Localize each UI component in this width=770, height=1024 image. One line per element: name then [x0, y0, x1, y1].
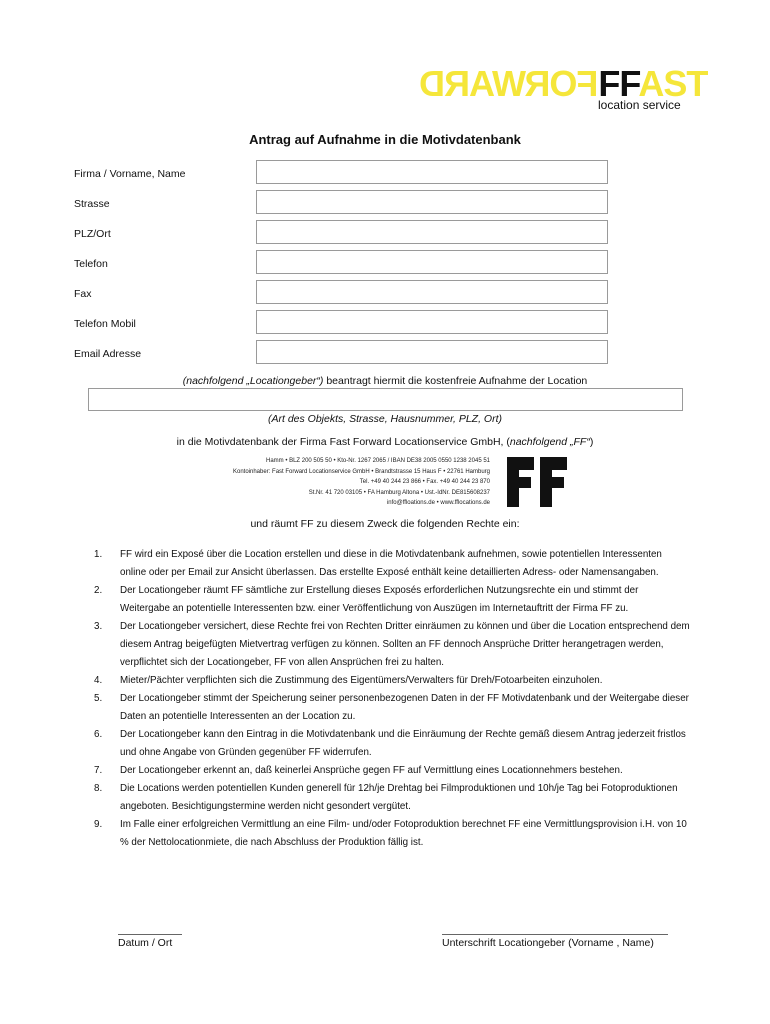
- date-signature-line[interactable]: [118, 934, 182, 935]
- database-line-end: ): [589, 436, 594, 448]
- logo-word-ff: FF: [598, 63, 639, 104]
- clause-text: Der Locationgeber erkennt an, daß keinerlei Ansprüche gegen FF auf Vermittlung eines Locationnehmers bestehen.: [120, 765, 623, 776]
- zip-city-input[interactable]: [256, 220, 608, 244]
- fax-input[interactable]: [256, 280, 608, 304]
- clause-item: [90, 726, 690, 762]
- clause-number: 7.: [94, 765, 103, 776]
- field-label-mobile: Telefon Mobil: [74, 318, 136, 330]
- location-hint: (Art des Objekts, Strasse, Hausnummer, PLZ, Ort): [268, 413, 502, 425]
- clause-number: 3.: [94, 621, 103, 632]
- clause-text: Der Locationgeber räumt FF sämtliche zur Erstellung dieses Exposés erforderlichen Nutzungsrechte ein und stimmt der Weitergabe an potentielle Interessenten bzw. einer Veröffentlichung von Auszügen im Internetauftritt der Firma FF zu.: [120, 585, 639, 614]
- clause-text: Die Locations werden potentiellen Kunden generell für 12h/je Drehtag bei Filmproduktionen und 10h/je Tag bei Fotoproduktionen angeboten. Besichtigungstermine werden nicht gesondert vergütet.: [120, 783, 678, 812]
- database-line: [0, 436, 770, 448]
- phone-input[interactable]: [256, 250, 608, 274]
- location-input[interactable]: [88, 388, 683, 411]
- street-input[interactable]: [256, 190, 608, 214]
- field-label-zip-city: PLZ/Ort: [74, 228, 111, 240]
- address-line: Hamm • BLZ 200 505 50 • Kto-Nr. 1267 2065 / IBAN DE38 2005 0550 1238 2045 51: [265, 458, 490, 464]
- logo-word-forward: FORWARD: [420, 63, 599, 104]
- company-address: [200, 456, 490, 509]
- logo-word-fast: AST: [638, 63, 708, 104]
- clause-item: [90, 762, 690, 780]
- email-input[interactable]: [256, 340, 608, 364]
- intro-locationgeber-note: (nachfolgend „Locationgeber“): [182, 375, 324, 387]
- clause-item: [90, 582, 690, 618]
- address-line: St.Nr. 41 720 03105 • FA Hamburg Altona • Ust.-IdNr. DE815608237: [308, 489, 490, 496]
- clause-number: 6.: [94, 729, 103, 740]
- clause-text: Im Falle einer erfolgreichen Vermittlung an eine Film- und/oder Fotoproduktion berechnet FF eine Vermittlungsprovision i.H. von 10 % der Nettolocationmiete, die nach Abschluss der Produktion fällig ist.: [120, 819, 687, 848]
- signature-line[interactable]: [442, 934, 668, 935]
- company-logo: [420, 63, 708, 112]
- field-label-email: Email Adresse: [74, 348, 142, 360]
- ff-logo-mark: [505, 457, 569, 507]
- signature-label: Unterschrift Locationgeber (Vorname , Name): [442, 937, 654, 949]
- clause-number: 4.: [94, 675, 103, 686]
- clause-text: Der Locationgeber versichert, diese Rechte frei von Rechten Dritter einräumen zu können und über die Location entsprechend dem diesem Antrag beigefügten Mietvertrag verfügen zu können. Sollten an FF dennoch Ansprüche Dritter herangetragen werden, verpflichtet sich der Locationgeber, FF von allen Ansprüchen frei zu halten.: [120, 621, 690, 668]
- clause-item: [90, 780, 690, 816]
- rights-intro: und räumt FF zu diesem Zweck die folgenden Rechte ein:: [250, 518, 520, 530]
- clause-number: 2.: [94, 585, 103, 596]
- field-label-name: Firma / Vorname, Name: [74, 168, 186, 180]
- logo-subtitle: location service: [598, 98, 681, 112]
- field-label-street: Strasse: [74, 198, 110, 210]
- mobile-input[interactable]: [256, 310, 608, 334]
- clause-text: FF wird ein Exposé über die Location erstellen und diese in die Motivdatenbank aufnehmen, sowie potentiellen Interessenten online oder per Email zur Ansicht überlassen. Das erstellte Exposé enthält keine detaillierten Adress- oder Namensangaben.: [120, 549, 662, 578]
- name-input[interactable]: [256, 160, 608, 184]
- page-title: Antrag auf Aufnahme in die Motivdatenbank: [249, 132, 521, 147]
- clause-item: [90, 690, 690, 726]
- address-line: info@ffloations.de • www.fflocations.de: [386, 500, 490, 506]
- field-label-fax: Fax: [74, 288, 92, 300]
- clause-item: [90, 546, 690, 582]
- clause-item: [90, 816, 690, 852]
- address-line: Kontoinhaber: Fast Forward Locationservice GmbH • Brandtstrasse 15 Haus F • 22761 Hamburg: [233, 468, 490, 475]
- address-line: Tel. +49 40 244 23 866 • Fax. +49 40 244 23 870: [359, 479, 490, 485]
- database-line-start: in die Motivdatenbank der Firma Fast Forward Locationservice GmbH, (: [176, 436, 510, 448]
- clause-number: 1.: [94, 549, 103, 560]
- intro-line-rest: beantragt hiermit die kostenfreie Aufnahme der Location: [323, 375, 588, 387]
- clause-number: 5.: [94, 693, 103, 704]
- clause-text: Mieter/Pächter verpflichten sich die Zustimmung des Eigentümers/Verwalters für Dreh/Fotoarbeiten einzuholen.: [120, 675, 603, 686]
- clause-text: Der Locationgeber stimmt der Speicherung seiner personenbezogenen Daten in der FF Motivdatenbank und der Weitergabe dieser Daten an potentielle Interessenten an der Location zu.: [120, 693, 689, 722]
- ff-note: nachfolgend „FF“: [509, 436, 590, 448]
- clause-item: [90, 672, 690, 690]
- clause-list: [90, 546, 690, 852]
- intro-line: [0, 375, 770, 387]
- clause-number: 9.: [94, 819, 103, 830]
- clause-number: 8.: [94, 783, 103, 794]
- clause-text: Der Locationgeber kann den Eintrag in die Motivdatenbank und die Einräumung der Rechte gemäß diesem Antrag jederzeit fristlos und ohne Angabe von Gründen gegenüber FF widerrufen.: [120, 729, 686, 758]
- date-place-label: Datum / Ort: [118, 937, 173, 949]
- clause-item: [90, 618, 690, 672]
- field-label-phone: Telefon: [74, 258, 108, 270]
